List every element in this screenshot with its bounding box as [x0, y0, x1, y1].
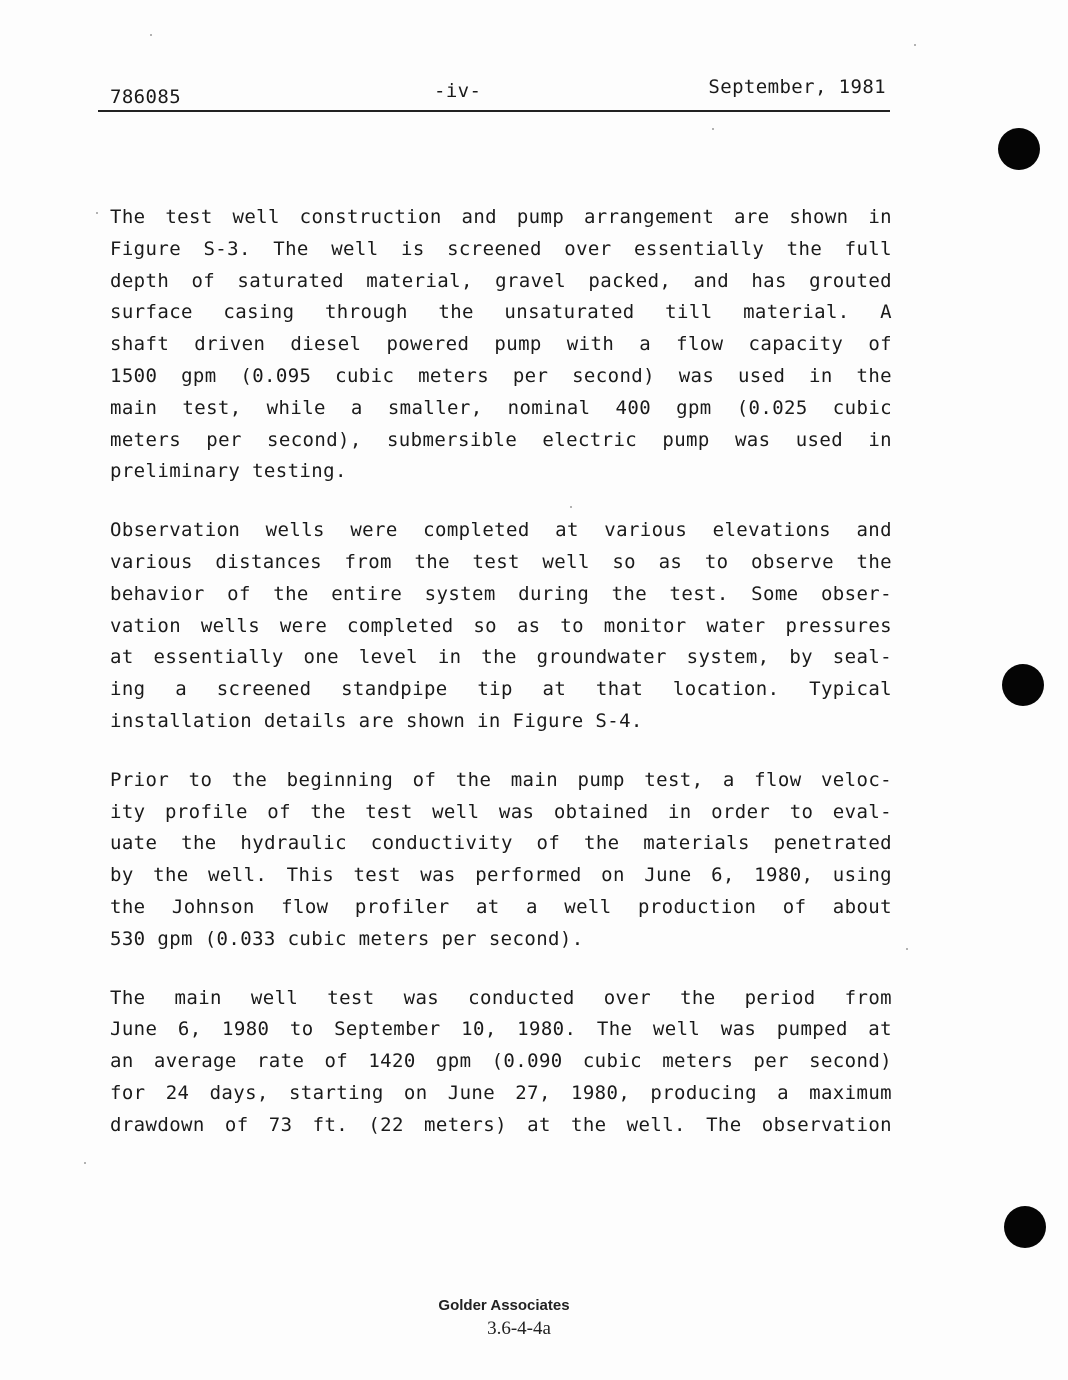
text-line: behavior of the entire system during the test. Some obser-	[110, 582, 892, 605]
text-line: 1500 gpm (0.095 cubic meters per second) was used in the	[110, 364, 892, 387]
page-code: 3.6-4-4a	[487, 1318, 551, 1339]
text-line: various distances from the test well so as to observe the	[110, 550, 892, 573]
text-line: drawdown of 73 ft. (22 meters) at the well. The observation	[110, 1113, 892, 1136]
punch-hole-middle	[1002, 664, 1044, 706]
text-line: meters per second), submersible electric pump was used in	[110, 428, 892, 451]
page-header	[98, 74, 890, 112]
body-text	[110, 202, 892, 1169]
text-line: main test, while a smaller, nominal 400 gpm (0.025 cubic	[110, 396, 892, 419]
text-line: Observation wells were completed at various elevations and	[110, 519, 892, 542]
text-line: June 6, 1980 to September 10, 1980. The well was pumped at	[110, 1018, 892, 1041]
text-line: ity profile of the test well was obtained in order to eval-	[110, 800, 892, 823]
text-line: Prior to the beginning of the main pump test, a flow veloc-	[110, 768, 892, 791]
text-line: the Johnson flow profiler at a well production of about	[110, 895, 892, 918]
text-line: depth of saturated material, gravel packed, and has grouted	[110, 269, 892, 292]
punch-hole-bottom	[1004, 1206, 1046, 1248]
text-line: 530 gpm (0.033 cubic meters per second).	[110, 927, 584, 950]
document-number: 786085	[110, 86, 182, 108]
text-line: installation details are shown in Figure S-4.	[110, 709, 643, 732]
text-line: for 24 days, starting on June 27, 1980, producing a maximum	[110, 1081, 892, 1104]
paragraph	[110, 983, 892, 1142]
scan-speck	[712, 128, 714, 130]
scan-speck	[150, 34, 152, 36]
text-line: surface casing through the unsaturated till material. A	[110, 301, 892, 324]
text-line: an average rate of 1420 gpm (0.090 cubic meters per second)	[110, 1050, 892, 1073]
document-date: September, 1981	[708, 76, 886, 98]
text-line: uate the hydraulic conductivity of the materials penetrated	[110, 832, 892, 855]
paragraph	[110, 515, 892, 738]
text-line: ing a screened standpipe tip at that location. Typical	[110, 678, 892, 701]
text-line: preliminary testing.	[110, 460, 347, 483]
firm-name: Golder Associates	[438, 1297, 570, 1314]
page-label: -iv-	[434, 80, 482, 102]
text-line: The main well test was conducted over the period from	[110, 986, 892, 1009]
text-line: at essentially one level in the groundwater system, by seal-	[110, 646, 892, 669]
text-line: vation wells were completed so as to monitor water pressures	[110, 614, 892, 637]
scan-speck	[96, 212, 98, 214]
text-line: The test well construction and pump arrangement are shown in	[110, 206, 892, 228]
text-line: shaft driven diesel powered pump with a flow capacity of	[110, 333, 892, 356]
punch-hole-top	[998, 128, 1040, 170]
text-line: Figure S-3. The well is screened over essentially the full	[110, 237, 892, 260]
scan-speck	[84, 1162, 86, 1164]
scan-speck	[914, 44, 916, 46]
scan-speck	[570, 506, 572, 508]
paragraph	[110, 765, 892, 956]
paragraph	[110, 202, 892, 488]
text-line: by the well. This test was performed on June 6, 1980, using	[110, 864, 892, 887]
scan-speck	[906, 948, 908, 950]
